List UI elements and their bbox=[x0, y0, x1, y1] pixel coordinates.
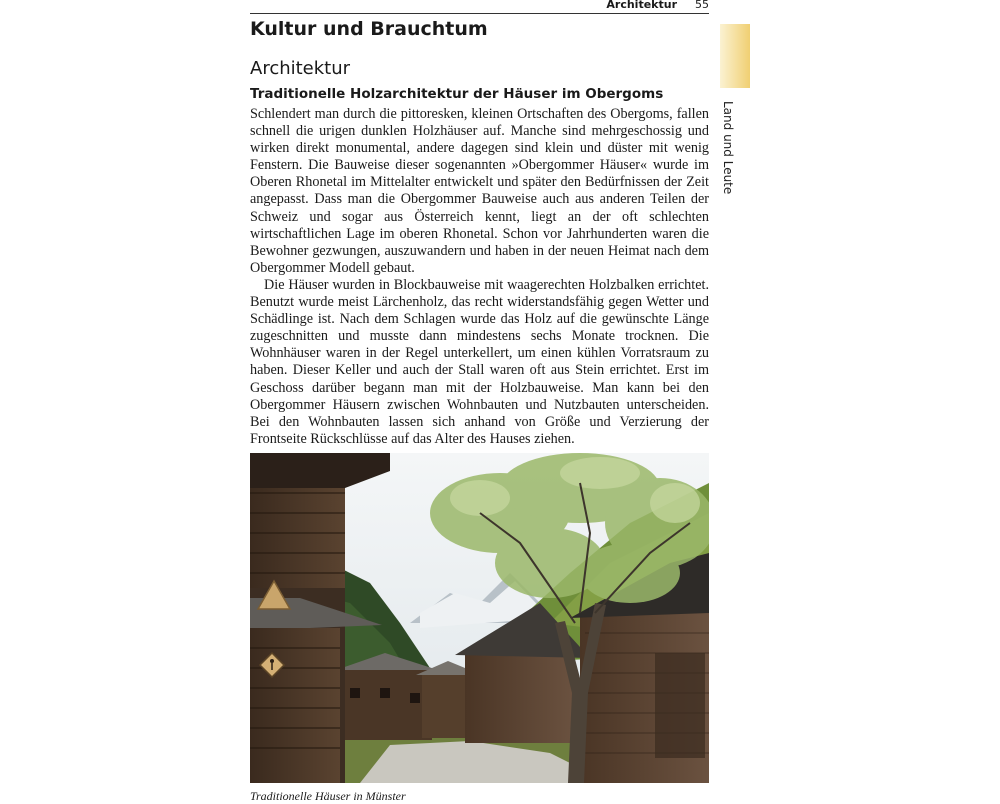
header-rule bbox=[250, 13, 709, 14]
middle-houses bbox=[336, 653, 482, 740]
body-text bbox=[250, 106, 709, 448]
page-number: 55 bbox=[695, 0, 709, 11]
village-photo bbox=[250, 453, 709, 783]
subtitle: Traditionelle Holzarchitektur der Häuser im Obergoms bbox=[250, 86, 664, 102]
section-title: Architektur bbox=[250, 58, 351, 79]
side-chapter-label-text: Land und Leute bbox=[721, 101, 735, 195]
village-photo-illustration bbox=[250, 453, 709, 783]
photo-caption: Traditionelle Häuser in Münster bbox=[250, 789, 406, 803]
paragraph-1: Schlendert man durch die pittoresken, kleinen Ortschaften des Obergoms, fallen schnell die urigen dunklen Holzhäuser auf. Manche sind mehrgeschossig und wirken direkt monumental, andere dagegen sind klein und düster mit wenig Fenstern. Die Bauweise dieser sogenannten »Obergommer Häuser« wurde im Oberen Rhonetal im Mittelalter entwickelt und später den Bedürfnissen der Zeit angepasst. Dass man die Obergommer Bauweise auch aus anderen Teilen der Schweiz und sogar aus Österreich kennt, liegt an der oft schlechten wirtschaftlichen Lage im oberen Rhonetal. Schon vor Jahrhunderten waren die Bewohner gezwungen, auszuwandern und haben in der neuen Heimat nach dem Obergommer Modell gebaut. bbox=[250, 106, 709, 276]
chapter-color-tab bbox=[720, 24, 750, 88]
chapter-title: Kultur und Brauchtum bbox=[250, 18, 488, 40]
running-head bbox=[250, 0, 709, 11]
side-chapter-label bbox=[721, 101, 735, 195]
paragraph-2: Die Häuser wurden in Blockbauweise mit waagerechten Holzbalken errichtet. Benutzt wurde meist Lärchenholz, das recht widerstandsfähig gegen Wetter und Schädlinge ist. Nach dem Schlagen wurde das Holz auf die gewünschte Länge zugeschnitten und musste dann mindestens sechs Monate trocknen. Die Wohnhäuser waren in der Regel unterkellert, um einen kühlen Vorratsraum zu haben. Dieser Keller und auch der Stall waren oft aus Stein errichtet. Erst im Geschoss darüber begann man mit der Holzbauweise. Man kann bei den Obergommer Häusern zwischen Wohnbauten und Nutzbauten unterscheiden. Bei den Wohnbauten lassen sich anhand von Größe und Verzierung der Frontseite Rückschlüsse auf das Alter des Hauses ziehen. bbox=[250, 276, 709, 447]
running-head-section: Architektur bbox=[606, 0, 677, 11]
